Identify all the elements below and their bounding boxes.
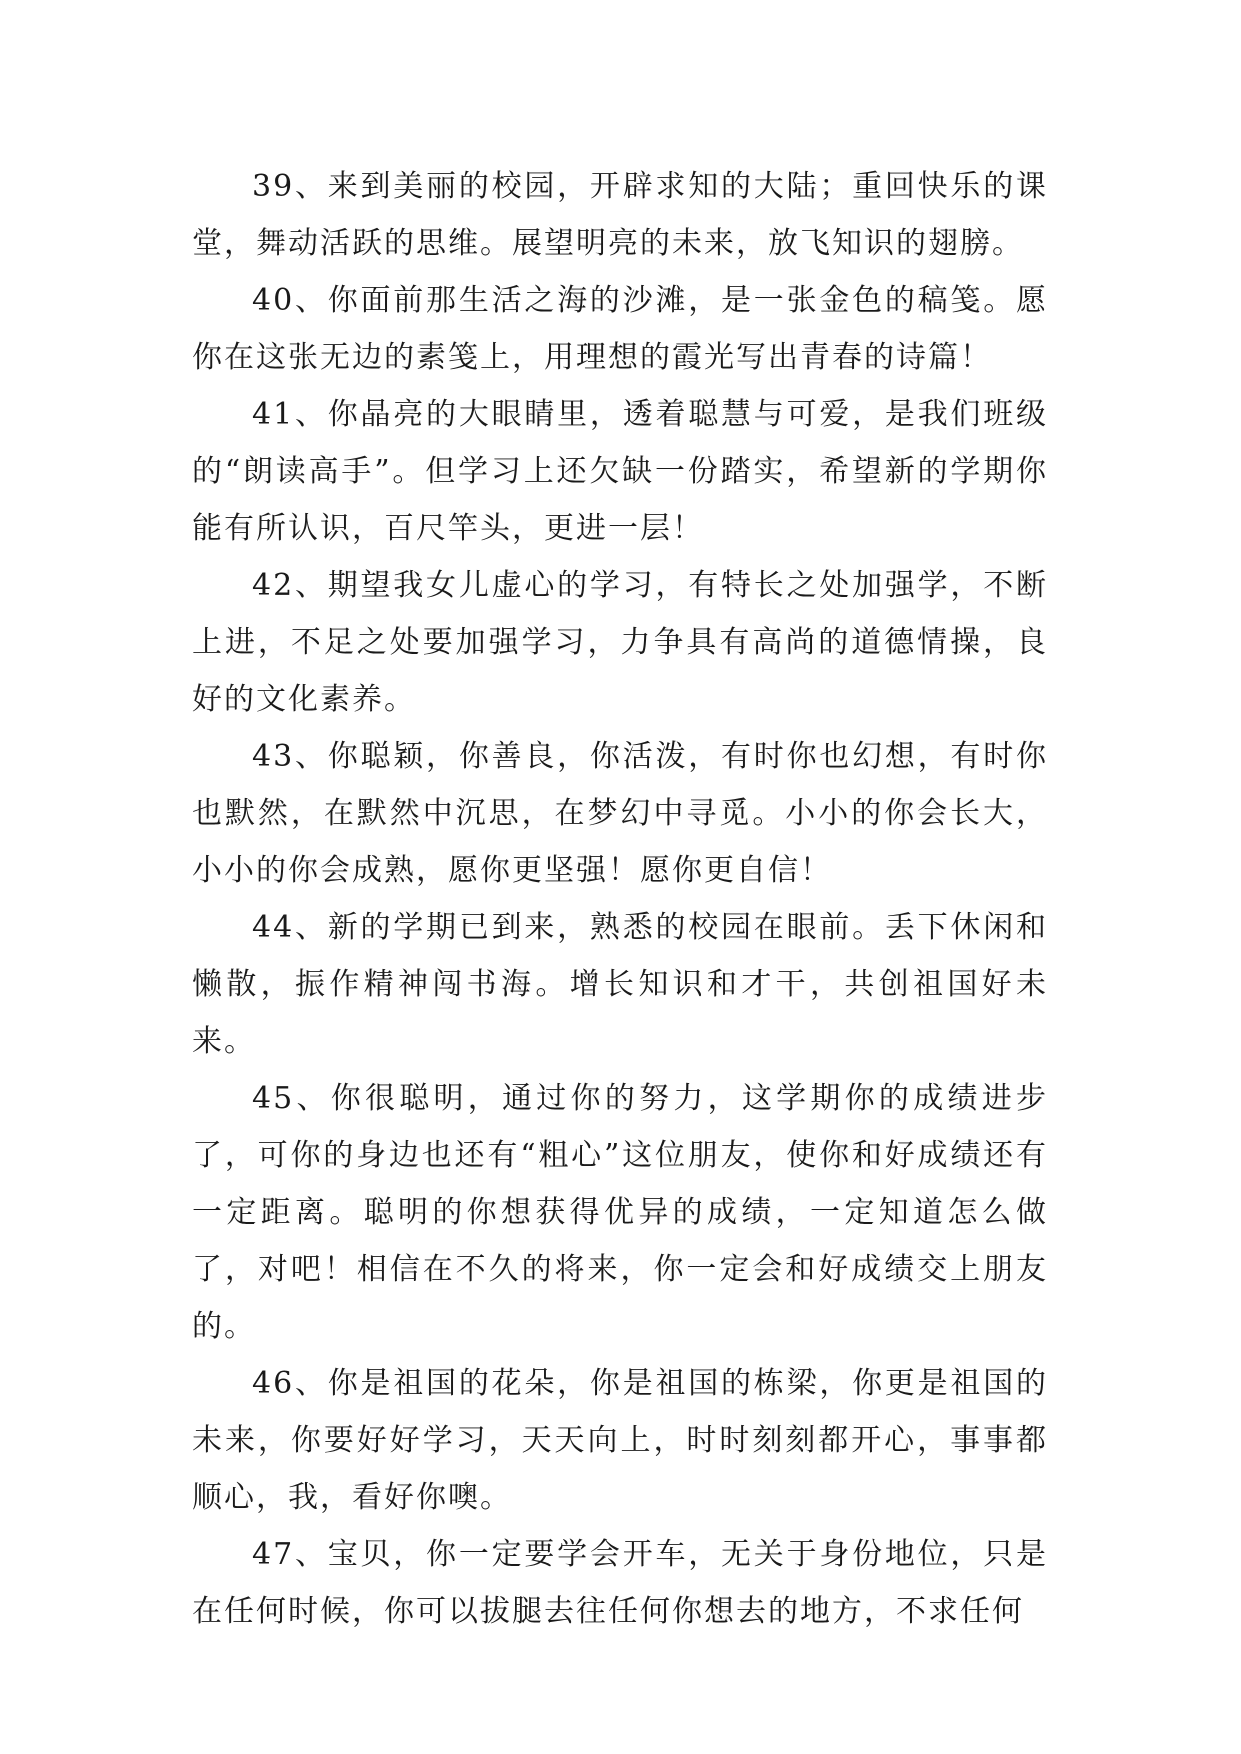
paragraph-40: 40、你面前那生活之海的沙滩，是一张金色的稿笺。愿你在这张无边的素笺上，用理想的霞光写出青春的诗篇！ bbox=[192, 283, 1048, 375]
paragraph-42: 42、期望我女儿虚心的学习，有特长之处加强学，不断上进，不足之处要加强学习，力争具有高尚的道德情操，良好的文化素养。 bbox=[192, 568, 1048, 717]
paragraph-41: 41、你晶亮的大眼睛里，透着聪慧与可爱，是我们班级的“朗读高手”。但学习上还欠缺一份踏实，希望新的学期你能有所认识，百尺竿头，更进一层！ bbox=[192, 397, 1048, 546]
paragraph-46: 46、你是祖国的花朵，你是祖国的栋梁，你更是祖国的未来，你要好好学习，天天向上，时时刻刻都开心，事事都顺心，我，看好你噢。 bbox=[192, 1366, 1048, 1515]
document-body bbox=[192, 158, 1048, 1640]
paragraph-43: 43、你聪颖，你善良，你活泼，有时你也幻想，有时你也默然，在默然中沉思，在梦幻中寻觅。小小的你会长大，小小的你会成熟，愿你更坚强！愿你更自信！ bbox=[192, 739, 1048, 888]
paragraph-39: 39、来到美丽的校园，开辟求知的大陆；重回快乐的课堂，舞动活跃的思维。展望明亮的未来，放飞知识的翅膀。 bbox=[192, 169, 1048, 261]
paragraph-47: 47、宝贝，你一定要学会开车，无关于身份地位，只是在任何时候，你可以拔腿去往任何你想去的地方，不求任何 bbox=[192, 1537, 1048, 1629]
paragraph-45: 45、你很聪明，通过你的努力，这学期你的成绩进步了，可你的身边也还有“粗心”这位朋友，使你和好成绩还有一定距离。聪明的你想获得优异的成绩，一定知道怎么做了，对吧！相信在不久的将来，你一定会和好成绩交上朋友的。 bbox=[192, 1081, 1048, 1344]
paragraph-44: 44、新的学期已到来，熟悉的校园在眼前。丢下休闲和懒散，振作精神闯书海。增长知识和才干，共创祖国好未来。 bbox=[192, 910, 1048, 1059]
